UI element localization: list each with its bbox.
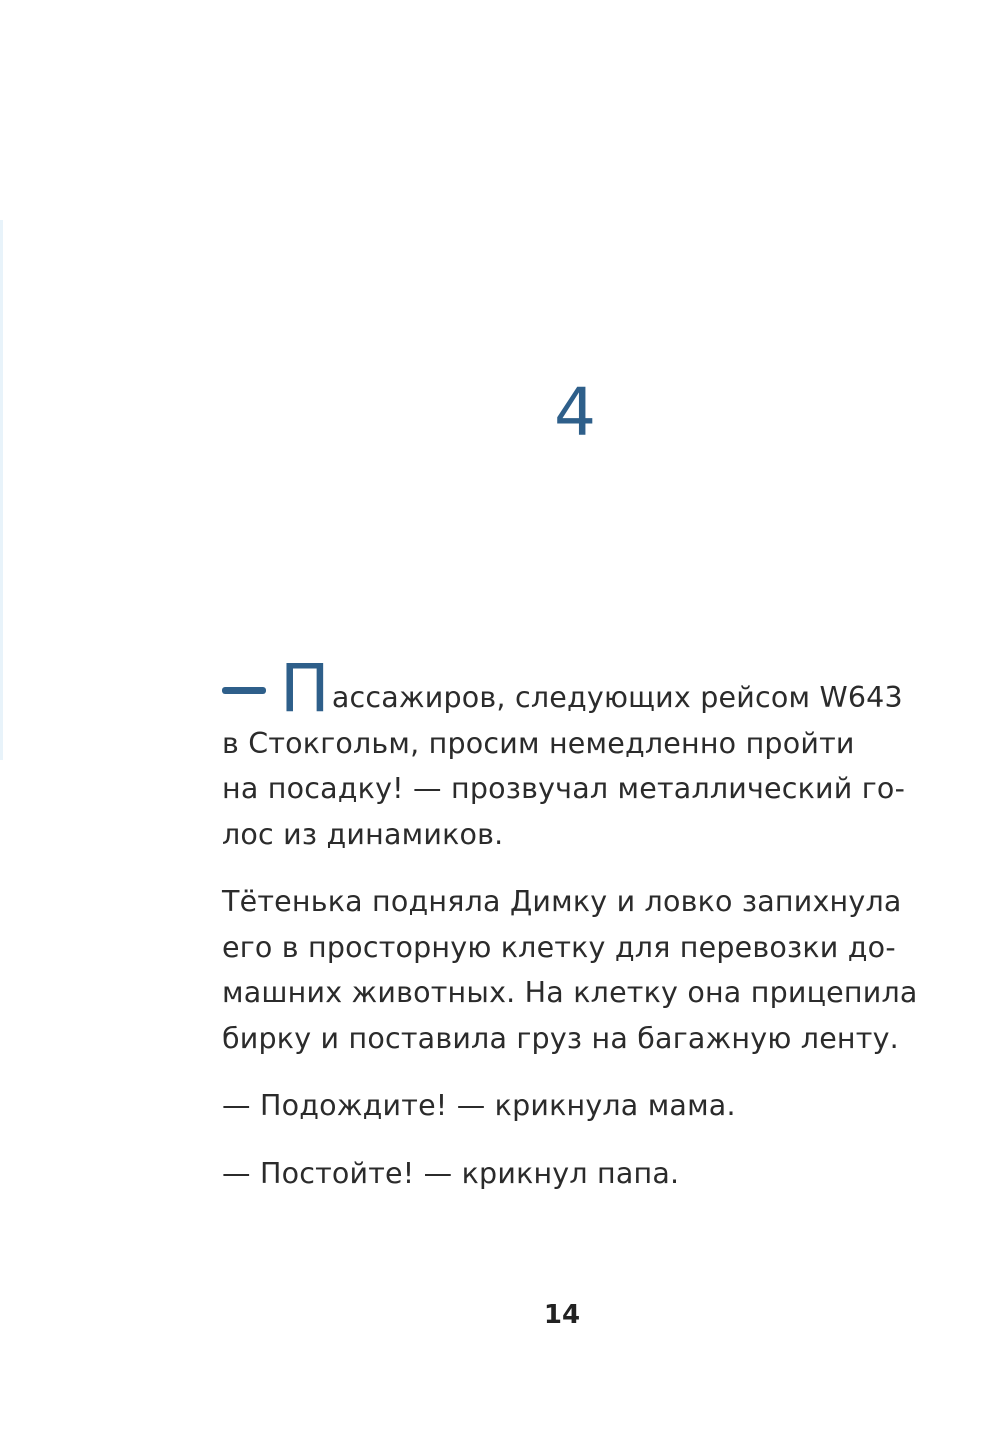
paragraph-line: в Стокгольм, просим немедленно пройти (222, 726, 855, 760)
paragraph-1 (222, 650, 922, 857)
chapter-text (222, 650, 922, 1196)
paragraph-2 (222, 879, 922, 1061)
page-number: 14 (543, 1300, 581, 1330)
dropcap-dash-mark (222, 687, 266, 694)
paragraph-line: его в просторную клетку для перевозки до- (222, 930, 896, 964)
paragraph-line: бирку и поставила груз на багажную ленту. (222, 1021, 899, 1055)
paragraph-line: лос из динамиков. (222, 817, 504, 851)
paragraph-line: машних животных. На клетку она прицепила (222, 976, 918, 1009)
paragraph-line: — Постойте! — крикнул папа. (222, 1156, 680, 1190)
paragraph-4 (222, 1151, 922, 1197)
paragraph-line-text: ассажиров, следующих рейсом W643 (331, 681, 903, 714)
paragraph-line: — Подождите! — крикнула мама. (222, 1089, 736, 1122)
chapter-number: 4 (554, 374, 596, 451)
paragraph-3 (222, 1083, 922, 1129)
paragraph-line: Тётенька подняла Димку и ловко запихнула (222, 885, 902, 918)
paragraph-line (222, 650, 922, 727)
paragraph-line: на посадку! — прозвучал металлический го- (222, 772, 906, 805)
drop-cap: П (280, 650, 330, 727)
page-edge-shadow (0, 220, 3, 760)
